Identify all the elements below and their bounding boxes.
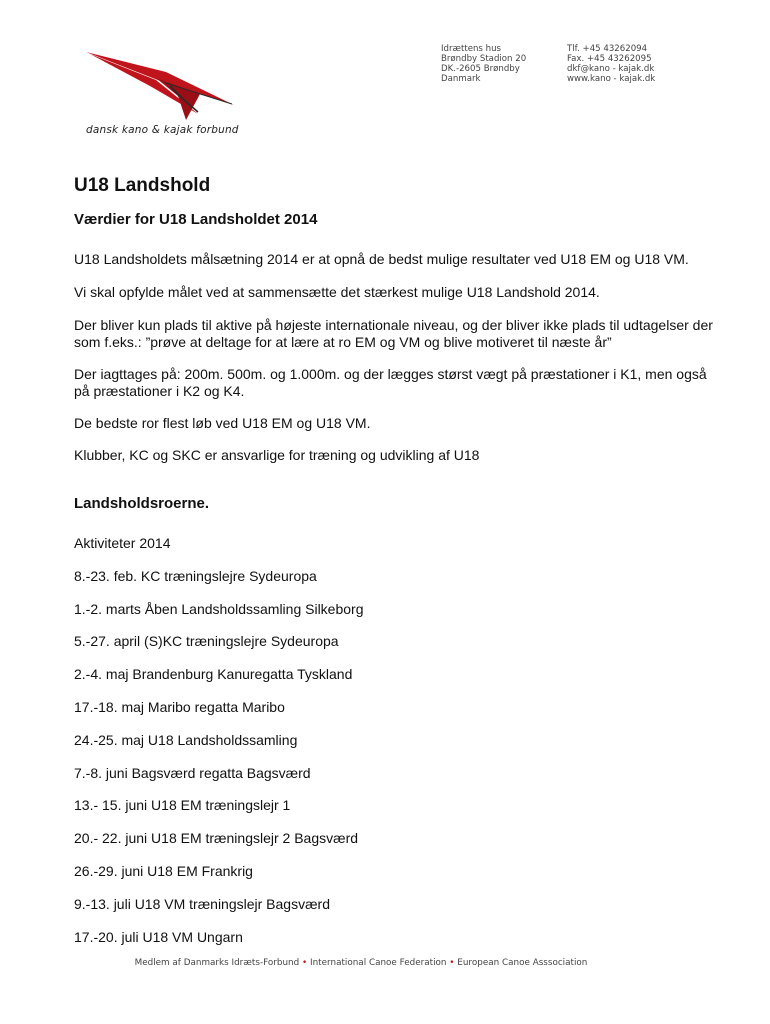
address-line: DK.-2605 Brøndby xyxy=(441,64,520,74)
footer-text: Medlem af Danmarks Idræts-Forbund xyxy=(134,958,300,968)
activity-item: 24.-25. maj U18 Landsholdssamling xyxy=(74,732,298,748)
footer-text: International Canoe Federation xyxy=(310,958,447,968)
page-footer xyxy=(0,958,722,968)
paragraph: Klubber, KC og SKC er ansvarlige for træning og udvikling af U18 xyxy=(74,447,480,463)
activity-item: 9.-13. juli U18 VM træningslejr Bagsværd xyxy=(74,896,330,912)
section-heading: Landsholdsroerne. xyxy=(74,495,210,512)
paragraph: Der bliver kun plads til aktive på højeste internationale niveau, og der bliver ikke plads til udtagelser der som f.eks.: ”prøve at deltage for at lære at ro EM og VM og blive motiveret til næste år” xyxy=(74,317,713,350)
address-line: Brøndby Stadion 20 xyxy=(441,54,527,64)
activity-item: 8.-23. feb. KC træningslejre Sydeuropa xyxy=(74,568,317,584)
activity-item: 1.-2. marts Åben Landsholdssamling Silkeborg xyxy=(74,601,364,617)
footer-text: European Canoe Asssociation xyxy=(457,958,588,968)
fax-line: Fax. +45 43262095 xyxy=(567,54,652,64)
document-subtitle: Værdier for U18 Landsholdet 2014 xyxy=(74,211,318,228)
website-line: www.kano - kajak.dk xyxy=(567,74,656,84)
phone-line: Tlf. +45 43262094 xyxy=(567,44,648,54)
footer-separator: • xyxy=(449,958,455,968)
activity-item: 17.-18. maj Maribo regatta Maribo xyxy=(74,699,285,715)
paragraph: U18 Landsholdets målsætning 2014 er at opnå de bedst mulige resultater ved U18 EM og U18 VM. xyxy=(74,251,689,267)
paragraph: De bedste ror flest løb ved U18 EM og U18 VM. xyxy=(74,415,371,431)
contact-block xyxy=(567,44,655,84)
address-line: Danmark xyxy=(441,74,481,84)
activity-item: 5.-27. april (S)KC træningslejre Sydeuropa xyxy=(74,633,339,649)
paragraph: Der iagttages på: 200m. 500m. og 1.000m. og der lægges størst vægt på præstationer i K1, men også på præstationer i K2 og K4. xyxy=(74,366,707,399)
activity-item: 7.-8. juni Bagsværd regatta Bagsværd xyxy=(74,765,311,781)
activity-item: 17.-20. juli U18 VM Ungarn xyxy=(74,929,243,945)
paragraph: Vi skal opfylde målet ved at sammensætte det stærkest mulige U18 Landshold 2014. xyxy=(74,284,600,300)
address-block xyxy=(441,44,526,84)
activity-item: 26.-29. juni U18 EM Frankrig xyxy=(74,863,253,879)
activity-item: 13.- 15. juni U18 EM træningslejr 1 xyxy=(74,797,291,813)
activity-item: 2.-4. maj Brandenburg Kanuregatta Tyskland xyxy=(74,666,353,682)
address-line: Idrættens hus xyxy=(441,44,502,54)
activities-heading: Aktiviteter 2014 xyxy=(74,535,171,551)
activity-item: 20.- 22. juni U18 EM træningslejr 2 Bagsværd xyxy=(74,830,359,846)
document-title: U18 Landshold xyxy=(74,175,211,196)
logo-wordmark: dansk kano & kajak forbund xyxy=(86,124,239,136)
email-line: dkf@kano - kajak.dk xyxy=(567,64,655,74)
footer-separator: • xyxy=(302,958,308,968)
